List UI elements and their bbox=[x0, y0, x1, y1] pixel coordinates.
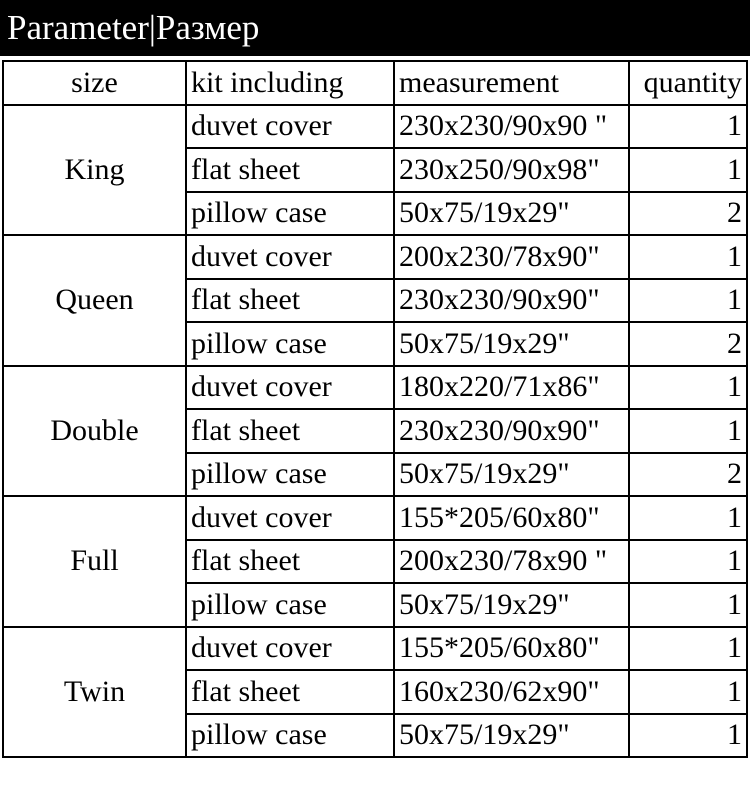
size-cell: Double bbox=[3, 366, 186, 497]
quantity-cell: 1 bbox=[629, 409, 747, 453]
quantity-cell: 1 bbox=[629, 148, 747, 192]
quantity-cell: 1 bbox=[629, 714, 747, 758]
kit-cell: duvet cover bbox=[186, 105, 394, 149]
table-row bbox=[3, 496, 747, 540]
size-cell: Full bbox=[3, 496, 186, 627]
quantity-cell: 1 bbox=[629, 105, 747, 149]
measurement-cell: 155*205/60x80" bbox=[394, 627, 629, 671]
measurement-cell: 50x75/19x29" bbox=[394, 714, 629, 758]
measurement-cell: 50x75/19x29" bbox=[394, 453, 629, 497]
kit-cell: pillow case bbox=[186, 322, 394, 366]
kit-cell: pillow case bbox=[186, 192, 394, 236]
page-title: Parameter|Размер bbox=[7, 8, 260, 47]
table-row bbox=[3, 235, 747, 279]
kit-cell: flat sheet bbox=[186, 670, 394, 714]
measurement-cell: 50x75/19x29" bbox=[394, 583, 629, 627]
size-cell: King bbox=[3, 105, 186, 236]
kit-cell: pillow case bbox=[186, 453, 394, 497]
measurement-cell: 230x250/90x98" bbox=[394, 148, 629, 192]
kit-cell: flat sheet bbox=[186, 148, 394, 192]
measurement-cell: 230x230/90x90" bbox=[394, 409, 629, 453]
measurement-cell: 200x230/78x90 " bbox=[394, 540, 629, 584]
measurement-cell: 180x220/71x86" bbox=[394, 366, 629, 410]
measurement-cell: 160x230/62x90" bbox=[394, 670, 629, 714]
column-header-measurement: measurement bbox=[394, 61, 629, 105]
size-cell: Twin bbox=[3, 627, 186, 758]
measurement-cell: 50x75/19x29" bbox=[394, 322, 629, 366]
table-row bbox=[3, 627, 747, 671]
kit-cell: duvet cover bbox=[186, 366, 394, 410]
quantity-cell: 1 bbox=[629, 235, 747, 279]
size-cell: Queen bbox=[3, 235, 186, 366]
kit-cell: duvet cover bbox=[186, 235, 394, 279]
quantity-cell: 1 bbox=[629, 540, 747, 584]
kit-cell: flat sheet bbox=[186, 409, 394, 453]
quantity-cell: 2 bbox=[629, 322, 747, 366]
quantity-cell: 1 bbox=[629, 279, 747, 323]
column-header-kit: kit including bbox=[186, 61, 394, 105]
measurement-cell: 50x75/19x29" bbox=[394, 192, 629, 236]
quantity-cell: 2 bbox=[629, 192, 747, 236]
table-row bbox=[3, 105, 747, 149]
quantity-cell: 1 bbox=[629, 583, 747, 627]
quantity-cell: 1 bbox=[629, 496, 747, 540]
quantity-cell: 1 bbox=[629, 366, 747, 410]
kit-cell: flat sheet bbox=[186, 279, 394, 323]
header-bar bbox=[0, 0, 750, 56]
table-header-row bbox=[3, 61, 747, 105]
kit-cell: flat sheet bbox=[186, 540, 394, 584]
kit-cell: duvet cover bbox=[186, 496, 394, 540]
column-header-quantity: quantity bbox=[629, 61, 747, 105]
size-spec-table bbox=[2, 60, 748, 758]
quantity-cell: 1 bbox=[629, 670, 747, 714]
measurement-cell: 230x230/90x90" bbox=[394, 279, 629, 323]
kit-cell: pillow case bbox=[186, 583, 394, 627]
measurement-cell: 155*205/60x80" bbox=[394, 496, 629, 540]
kit-cell: duvet cover bbox=[186, 627, 394, 671]
quantity-cell: 1 bbox=[629, 627, 747, 671]
measurement-cell: 200x230/78x90" bbox=[394, 235, 629, 279]
table-row bbox=[3, 366, 747, 410]
kit-cell: pillow case bbox=[186, 714, 394, 758]
column-header-size: size bbox=[3, 61, 186, 105]
quantity-cell: 2 bbox=[629, 453, 747, 497]
measurement-cell: 230x230/90x90 " bbox=[394, 105, 629, 149]
